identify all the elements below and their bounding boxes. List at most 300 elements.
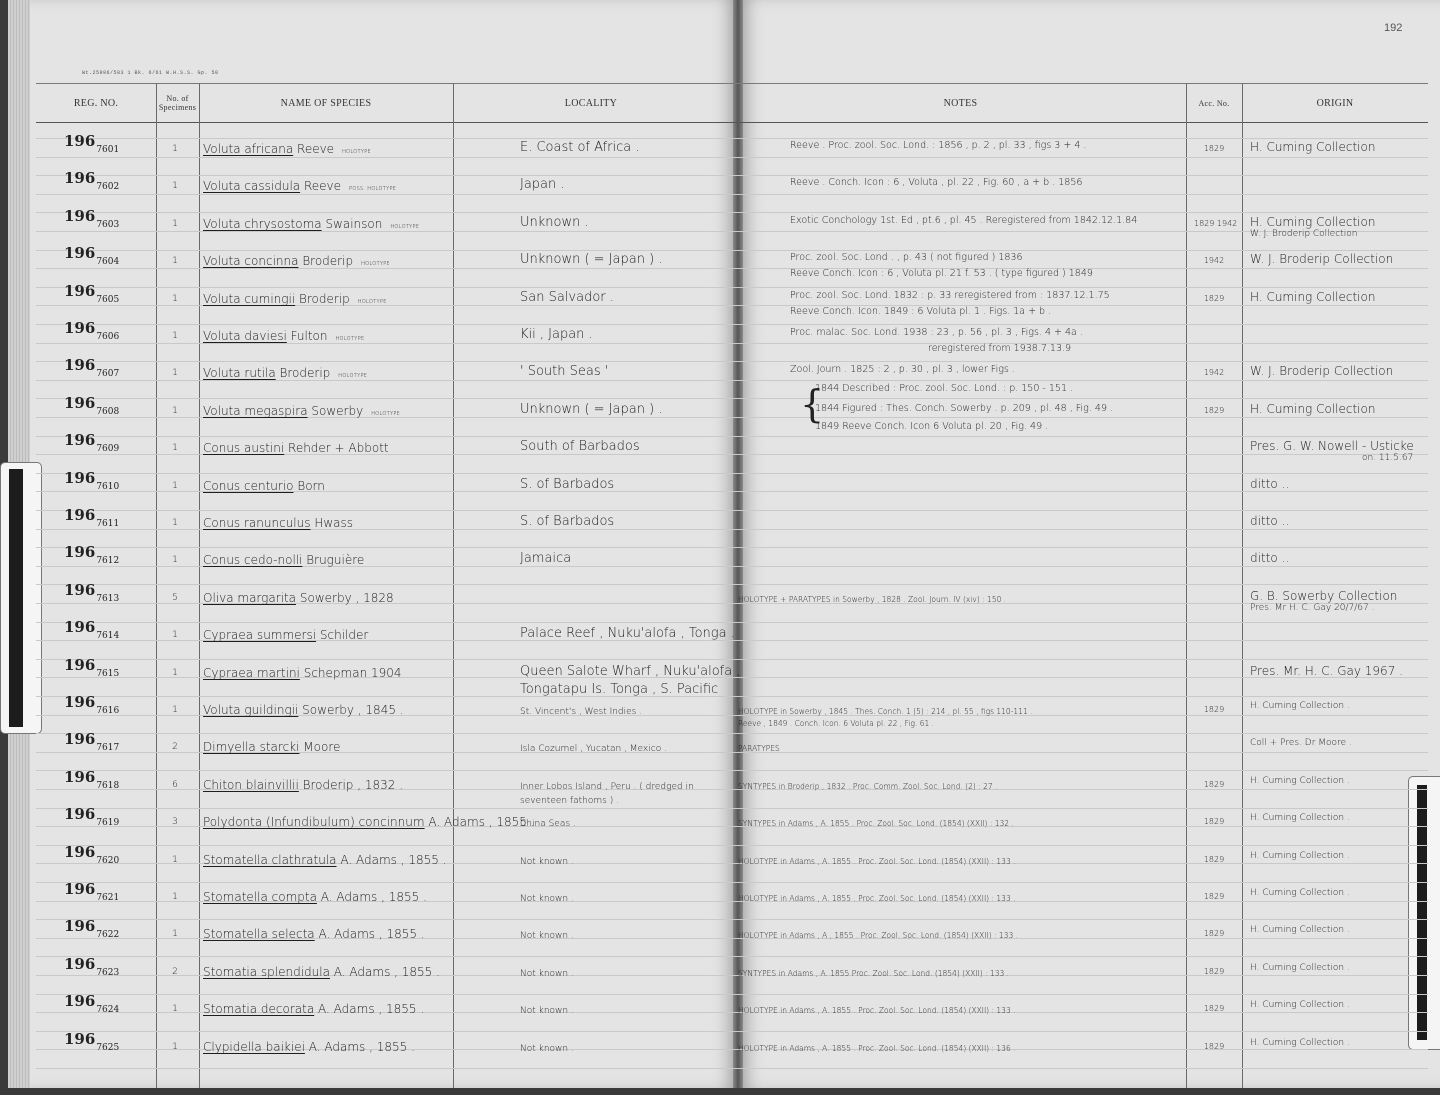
origin: W. J. Broderip Collection — [1250, 364, 1394, 378]
ruled-line — [36, 547, 1428, 548]
reg-suffix: 7624 — [96, 1005, 120, 1015]
locality: Not known . — [520, 969, 574, 979]
reg-number — [64, 506, 120, 529]
notes: SYNTYPES in Broderip , 1832 . Proc. Comm. Zool. Soc. Lond. (2) : 27 . — [738, 782, 998, 791]
origin: ditto .. — [1250, 514, 1290, 528]
ruled-line — [36, 1031, 1428, 1032]
reg-suffix: 7618 — [96, 781, 120, 791]
species-name — [203, 965, 448, 979]
ruled-line — [36, 231, 1428, 232]
reg-suffix: 7621 — [96, 893, 120, 903]
reg-number — [64, 843, 120, 866]
reg-prefix: 196 — [64, 656, 96, 674]
header-reg-no: REG. NO. — [73, 97, 119, 109]
reg-number — [64, 132, 120, 155]
species-author: A. Adams , 1855 . — [308, 1040, 415, 1054]
species-author: Broderip — [298, 292, 350, 306]
species-binomial: Clypidella baikiei — [203, 1040, 305, 1054]
specimen-count: 1 — [172, 929, 178, 939]
species-binomial: Cypraea martini — [203, 666, 300, 680]
species-name — [203, 703, 412, 717]
species-binomial: Voluta rutila — [203, 366, 276, 380]
species-name — [203, 179, 396, 193]
species-name — [203, 740, 348, 754]
type-status: HOLOTYPE — [335, 336, 365, 342]
specimen-count: 1 — [172, 443, 178, 453]
species-author: A. Adams , 1855 . — [318, 1002, 425, 1016]
species-author: Rehder + Abbott — [288, 441, 389, 455]
species-name — [203, 292, 387, 306]
locality: Unknown ( = Japan ) . — [520, 252, 663, 267]
locality: San Salvador . — [520, 290, 614, 305]
species-binomial: Cypraea summersi — [203, 628, 317, 642]
reg-prefix: 196 — [64, 768, 96, 786]
reg-number — [64, 1030, 120, 1053]
reg-prefix: 196 — [64, 955, 96, 973]
type-status: HOLOTYPE — [361, 261, 390, 267]
origin: H. Cuming Collection . — [1250, 701, 1350, 711]
reg-number — [64, 543, 120, 566]
locality: Unknown . — [520, 215, 589, 230]
type-status: POSS. HOLOTYPE — [349, 186, 397, 192]
reg-suffix: 7613 — [96, 594, 120, 604]
origin: H. Cuming Collection . — [1250, 1038, 1350, 1048]
ruled-line — [36, 250, 1428, 251]
locality: Isla Cozumel , Yucatan , Mexico . — [520, 744, 667, 754]
locality: Kii , Japan . — [520, 327, 593, 342]
reg-prefix: 196 — [64, 805, 96, 823]
reg-suffix: 7622 — [96, 930, 120, 940]
locality: E. Coast of Africa . — [520, 140, 640, 155]
notes: SYNTYPES in Adams , A. 1855 . Proc. Zool. Soc. Lond. (1854) (XXII) : 132 . — [738, 819, 1014, 828]
notes: Proc. zool. Soc. Lond. 1832 : p. 33 reregistered from : 1837.12.1.75 — [790, 290, 1110, 301]
ruled-line — [36, 770, 1428, 771]
species-author: A. Adams , 1855 . — [340, 853, 447, 867]
reg-prefix: 196 — [64, 693, 96, 711]
reg-number — [64, 917, 120, 940]
species-binomial: Conus ranunculus — [203, 516, 311, 530]
notes-line-2: Reeve Conch. Icon. 1849 : 6 Voluta pl. 1 . Figs. 1a + b . — [790, 306, 1052, 317]
ruled-line — [36, 138, 1428, 139]
locality: China Seas . — [520, 819, 576, 829]
specimen-count: 1 — [172, 668, 178, 678]
origin: W. J. Broderip Collection — [1250, 252, 1394, 266]
acc-number: 1829 — [1203, 1042, 1225, 1051]
ruled-line — [36, 473, 1428, 474]
header-bottom-rule — [36, 122, 1428, 123]
specimen-count: 1 — [172, 1004, 178, 1014]
ruled-line — [36, 696, 1428, 697]
left-page-tab — [0, 462, 42, 734]
species-author: Sowerby , 1828 — [299, 591, 394, 605]
locality: Unknown ( = Japan ) . — [520, 402, 663, 417]
reg-prefix: 196 — [64, 992, 96, 1010]
species-name — [203, 853, 455, 867]
species-name — [203, 1040, 423, 1054]
specimen-count: 1 — [172, 406, 178, 416]
locality: Queen Salote Wharf , Nuku'alofa , — [520, 664, 741, 679]
specimen-count: 1 — [172, 256, 178, 266]
locality: Not known . — [520, 1006, 574, 1016]
locality: Not known . — [520, 1044, 574, 1054]
origin-line-2: on. 11.5.67 — [1362, 453, 1414, 463]
ruled-line — [36, 1068, 1428, 1069]
locality: Inner Lobos Island , Peru . ( dredged in — [520, 782, 694, 792]
ruled-line — [36, 287, 1428, 288]
notes-line-2: Reeve Conch. Icon : 6 , Voluta pl. 21 f. 53 . ( type figured ) 1849 — [790, 268, 1093, 279]
species-binomial: Voluta concinna — [203, 254, 299, 268]
species-author: Broderip — [302, 254, 354, 268]
reg-suffix: 7619 — [96, 818, 120, 828]
species-author: Born — [297, 479, 325, 493]
species-binomial: Stomatia splendidula — [203, 965, 330, 979]
acc-number: 1942 — [1203, 368, 1225, 377]
reg-suffix: 7602 — [96, 182, 120, 192]
reg-suffix: 7617 — [96, 743, 120, 753]
right-page-tab — [1408, 776, 1440, 1050]
specimen-count: 2 — [172, 967, 178, 977]
species-binomial: Voluta cassidula — [203, 179, 301, 193]
reg-suffix: 7610 — [96, 482, 120, 492]
ruled-line — [36, 212, 1428, 213]
species-name — [203, 927, 433, 941]
type-status: HOLOTYPE — [342, 149, 371, 155]
reg-number — [64, 656, 120, 679]
specimen-count: 5 — [172, 593, 178, 603]
species-name — [203, 815, 543, 829]
ruled-line — [36, 808, 1428, 809]
reg-number — [64, 282, 120, 305]
species-binomial: Stomatella clathratula — [203, 853, 337, 867]
notes: Proc. malac. Soc. Lond. 1938 : 23 , p. 56 , pl. 3 , Figs. 4 + 4a . — [790, 327, 1083, 338]
specimen-count: 1 — [172, 368, 178, 378]
species-binomial: Dimyella starcki — [203, 740, 300, 754]
reg-suffix: 7605 — [96, 295, 120, 305]
reg-suffix: 7606 — [96, 332, 120, 342]
species-name — [203, 553, 372, 567]
ruled-line — [36, 194, 1428, 195]
specimen-count: 1 — [172, 892, 178, 902]
species-binomial: Chiton blainvillii — [203, 778, 299, 792]
species-author: Sowerby — [311, 404, 364, 418]
header-notes: NOTES — [943, 97, 978, 109]
specimen-count: 1 — [172, 181, 178, 191]
specimen-count: 1 — [172, 555, 178, 565]
ruled-line — [36, 175, 1428, 176]
species-author: Reeve — [303, 179, 342, 193]
reg-prefix: 196 — [64, 431, 96, 449]
species-binomial: Stomatia decorata — [203, 1002, 315, 1016]
header-species: NAME OF SPECIES — [280, 97, 372, 109]
notes: Zool. Journ . 1825 : 2 , p. 30 , pl. 3 , lower Figs . — [790, 364, 1015, 375]
locality: ' South Seas ' — [520, 364, 609, 379]
species-name — [203, 890, 435, 904]
printer-line: Wt.25996/583 1 Bk. 6/61 W.H.S.S. Gp. 50 — [82, 70, 219, 76]
reg-suffix: 7614 — [96, 631, 120, 641]
locality: S. of Barbados — [520, 514, 615, 529]
reg-prefix: 196 — [64, 506, 96, 524]
origin: G. B. Sowerby Collection — [1250, 589, 1398, 603]
reg-suffix: 7607 — [96, 369, 120, 379]
reg-number — [64, 880, 120, 903]
reg-number — [64, 169, 120, 192]
reg-suffix: 7625 — [96, 1043, 120, 1053]
reg-suffix: 7608 — [96, 407, 120, 417]
ruled-line — [36, 343, 1428, 344]
specimen-count: 1 — [172, 705, 178, 715]
ruled-line — [36, 361, 1428, 362]
type-status: HOLOTYPE — [357, 299, 387, 305]
megaspira-note-1: 1844 Described : Proc. zool. Soc. Lond. : p. 150 - 151 . — [815, 383, 1074, 394]
reg-number — [64, 805, 120, 828]
reg-suffix: 7603 — [96, 220, 120, 230]
species-binomial: Conus centurio — [203, 479, 294, 493]
acc-number: 1829 — [1203, 144, 1225, 153]
notes: HOLOTYPE in Adams , A , 1855 . Proc. Zool. Soc. Lond. (1854) (XXII) : 133 . — [738, 931, 1018, 940]
species-binomial: Conus cedo-nolli — [203, 553, 303, 567]
species-author: Fulton — [290, 329, 328, 343]
ruled-line — [36, 268, 1428, 269]
acc-number: 1829 — [1203, 705, 1225, 714]
species-name — [203, 254, 390, 268]
reg-number — [64, 319, 120, 342]
notes: PARATYPES — [738, 744, 780, 753]
notes: Proc. zool. Soc. Lond . , p. 43 ( not figured ) 1836 — [790, 252, 1023, 263]
ruled-line — [36, 436, 1428, 437]
origin: H. Cuming Collection — [1250, 402, 1376, 416]
reg-prefix: 196 — [64, 618, 96, 636]
origin: Coll + Pres. Dr Moore . — [1250, 738, 1352, 748]
notes-line-2: Reeve , 1849 . Conch. Icon. 6 Voluta pl. 22 , Fig. 61 . — [738, 719, 935, 728]
origin: H. Cuming Collection . — [1250, 813, 1350, 823]
locality: Not known . — [520, 857, 574, 867]
type-status: HOLOTYPE — [371, 411, 401, 417]
acc-number: 1829 — [1203, 967, 1225, 976]
origin: ditto .. — [1250, 551, 1290, 565]
species-binomial: Oliva margarita — [203, 591, 297, 605]
origin: H. Cuming Collection — [1250, 140, 1376, 154]
acc-number: 1829 — [1203, 929, 1225, 938]
ruled-line — [36, 733, 1428, 734]
acc-number: 1829 — [1203, 817, 1225, 826]
species-author: Moore — [303, 740, 341, 754]
reg-suffix: 7616 — [96, 706, 120, 716]
locality-line-2: seventeen fathoms ) . — [520, 796, 619, 806]
specimen-count: 1 — [172, 1042, 178, 1052]
reg-prefix: 196 — [64, 581, 96, 599]
acc-number: 1829 — [1203, 406, 1225, 415]
species-binomial: Voluta guildingii — [203, 703, 299, 717]
reg-number — [64, 730, 120, 753]
specimen-count: 2 — [172, 742, 178, 752]
locality: Not known . — [520, 931, 574, 941]
species-name — [203, 217, 419, 231]
species-author: Broderip , 1832 . — [302, 778, 404, 792]
ruled-line — [36, 157, 1428, 158]
locality-line-2: Tongatapu Is. Tonga , S. Pacific — [520, 682, 719, 697]
reg-prefix: 196 — [64, 880, 96, 898]
species-name — [203, 591, 402, 605]
species-name — [203, 404, 400, 418]
acc-number: 1829 — [1203, 294, 1225, 303]
species-binomial: Voluta megaspira — [203, 404, 308, 418]
specimen-count: 1 — [172, 219, 178, 229]
reg-number — [64, 244, 120, 267]
page-number: 192 — [1384, 22, 1403, 34]
origin: H. Cuming Collection . — [1250, 776, 1350, 786]
reg-suffix: 7615 — [96, 669, 120, 679]
reg-number — [64, 394, 120, 417]
species-author: A. Adams , 1855 . — [320, 890, 427, 904]
species-name — [203, 1002, 432, 1016]
acc-number: 1829 — [1203, 892, 1225, 901]
origin: Pres. Mr. H. C. Gay 1967 . — [1250, 664, 1403, 678]
megaspira-note-2: 1844 Figured : Thes. Conch. Sowerby . p. 209 , pl. 48 , Fig. 49 . — [815, 403, 1114, 414]
header-locality: LOCALITY — [564, 97, 618, 109]
reg-suffix: 7612 — [96, 556, 120, 566]
notes: HOLOTYPE in Adams , A. 1855 . Proc. Zool. Soc. Lond. (1854) (XXII) : 136 . — [738, 1044, 1016, 1053]
notes: Exotic Conchology 1st. Ed , pt.6 , pl. 45 . Reregistered from 1842.12.1.84 — [790, 215, 1138, 226]
notes: HOLOTYPE in Adams , A. 1855 . Proc. Zool. Soc. Lond. (1854) (XXII) : 133 . — [738, 894, 1016, 903]
species-name — [203, 479, 333, 493]
specimen-count: 1 — [172, 518, 178, 528]
species-binomial: Voluta chrysostoma — [203, 217, 322, 231]
species-name — [203, 628, 376, 642]
notes-line-2: reregistered from 1938.7.13.9 — [928, 343, 1072, 354]
notes: HOLOTYPE + PARATYPES in Sowerby , 1828 . Zool. Journ. IV (xiv) : 150 . — [738, 595, 1007, 604]
reg-number — [64, 581, 120, 604]
reg-suffix: 7609 — [96, 444, 120, 454]
species-binomial: Voluta africana — [203, 142, 294, 156]
origin: H. Cuming Collection . — [1250, 963, 1350, 973]
reg-suffix: 7604 — [96, 257, 120, 267]
species-author: Swainson — [325, 217, 383, 231]
ruled-line — [36, 324, 1428, 325]
reg-suffix: 7601 — [96, 145, 120, 155]
ruled-line — [36, 845, 1428, 846]
reg-number — [64, 469, 120, 492]
species-binomial: Conus austini — [203, 441, 285, 455]
reg-prefix: 196 — [64, 394, 96, 412]
reg-number — [64, 693, 120, 716]
ledger-book — [8, 0, 1440, 1088]
reg-prefix: 196 — [64, 356, 96, 374]
reg-number — [64, 992, 120, 1015]
header-origin: ORIGIN — [1316, 97, 1354, 109]
reg-suffix: 7611 — [96, 519, 120, 529]
species-author: Bruguière — [306, 553, 365, 567]
reg-prefix: 196 — [64, 169, 96, 187]
locality: South of Barbados — [520, 439, 640, 454]
locality: S. of Barbados — [520, 477, 615, 492]
locality: Japan . — [520, 177, 565, 192]
specimen-count: 1 — [172, 481, 178, 491]
reg-suffix: 7620 — [96, 856, 120, 866]
species-author: A. Adams , 1855 . — [428, 815, 535, 829]
reg-number — [64, 431, 120, 454]
acc-number: 1829 1942 — [1194, 219, 1238, 228]
specimen-count: 1 — [172, 630, 178, 640]
reg-prefix: 196 — [64, 244, 96, 262]
header-acc-no: Acc. No. — [1198, 98, 1230, 108]
book-gutter — [733, 0, 743, 1088]
species-author: A. Adams , 1855 . — [318, 927, 425, 941]
species-author: Reeve — [297, 142, 335, 156]
notes: HOLOTYPE in Sowerby , 1845 . Thes. Conch. 1 (5) : 214 , pl. 55 , figs 110-111 . — [738, 707, 1033, 716]
notes: Reeve . Proc. zool. Soc. Lond. : 1856 , p. 2 , pl. 33 , figs 3 + 4 . — [790, 140, 1087, 151]
origin: Pres. G. W. Nowell - Usticke — [1250, 439, 1414, 453]
ruled-line — [36, 919, 1428, 920]
type-status: HOLOTYPE — [338, 373, 368, 379]
species-author: Sowerby , 1845 . — [302, 703, 404, 717]
locality: Not known . — [520, 894, 574, 904]
ruled-line — [36, 398, 1428, 399]
species-name — [203, 329, 364, 343]
reg-number — [64, 955, 120, 978]
ruled-line — [36, 956, 1428, 957]
acc-number: 1829 — [1203, 780, 1225, 789]
notes: Reeve . Conch. Icon : 6 , Voluta , pl. 22 , Fig. 60 , a + b . 1856 — [790, 177, 1083, 188]
origin-line-2: Pres. Mr H. C. Gay 20/7/67 . — [1250, 603, 1375, 613]
notes: HOLOTYPE in Adams , A. 1855 . Proc. Zool. Soc. Lond. (1854) (XXII) : 133 . — [738, 1006, 1016, 1015]
header-specimens: No. of Specimens — [158, 94, 197, 112]
species-author: Schepman 1904 — [303, 666, 402, 680]
species-author: A. Adams , 1855 . — [333, 965, 440, 979]
reg-suffix: 7623 — [96, 968, 120, 978]
origin: H. Cuming Collection . — [1250, 925, 1350, 935]
locality: Jamaica — [520, 551, 572, 566]
origin: H. Cuming Collection . — [1250, 851, 1350, 861]
species-binomial: Stomatella selecta — [203, 927, 315, 941]
specimen-count: 1 — [172, 331, 178, 341]
species-binomial: Voluta daviesi — [203, 329, 287, 343]
ruled-line — [36, 659, 1428, 660]
notes-brace: { — [800, 382, 825, 426]
reg-prefix: 196 — [64, 543, 96, 561]
ruled-line — [36, 584, 1428, 585]
specimen-count: 1 — [172, 855, 178, 865]
ruled-line — [36, 994, 1428, 995]
reg-prefix: 196 — [64, 319, 96, 337]
species-name — [203, 366, 367, 380]
species-author: Broderip — [279, 366, 331, 380]
specimen-count: 1 — [172, 294, 178, 304]
species-binomial: Voluta cumingii — [203, 292, 296, 306]
specimen-count: 3 — [172, 817, 178, 827]
origin: H. Cuming Collection — [1250, 215, 1376, 229]
reg-prefix: 196 — [64, 843, 96, 861]
reg-number — [64, 207, 120, 230]
notes: SYNTYPES in Adams , A. 1855 Proc. Zool. Soc. Lond. (1854) (XXII) : 133 . — [738, 969, 1010, 978]
megaspira-note-3: 1849 Reeve Conch. Icon 6 Voluta pl. 20 , Fig. 49 . — [815, 421, 1049, 432]
reg-number — [64, 356, 120, 379]
reg-number — [64, 768, 120, 791]
ruled-line — [36, 882, 1428, 883]
species-name — [203, 666, 410, 680]
origin-line-2: W. J. Broderip Collection — [1250, 229, 1358, 239]
acc-number: 1942 — [1203, 256, 1225, 265]
ruled-line — [36, 380, 1428, 381]
reg-prefix: 196 — [64, 730, 96, 748]
reg-prefix: 196 — [64, 917, 96, 935]
specimen-count: 1 — [172, 144, 178, 154]
notes: HOLOTYPE in Adams , A. 1855 . Proc. Zool. Soc. Lond. (1854) (XXII) : 133 . — [738, 857, 1016, 866]
species-author: Schilder — [319, 628, 369, 642]
reg-prefix: 196 — [64, 207, 96, 225]
locality: Palace Reef , Nuku'alofa , Tonga . — [520, 626, 735, 641]
acc-number: 1829 — [1203, 1004, 1225, 1013]
origin: ditto .. — [1250, 477, 1290, 491]
